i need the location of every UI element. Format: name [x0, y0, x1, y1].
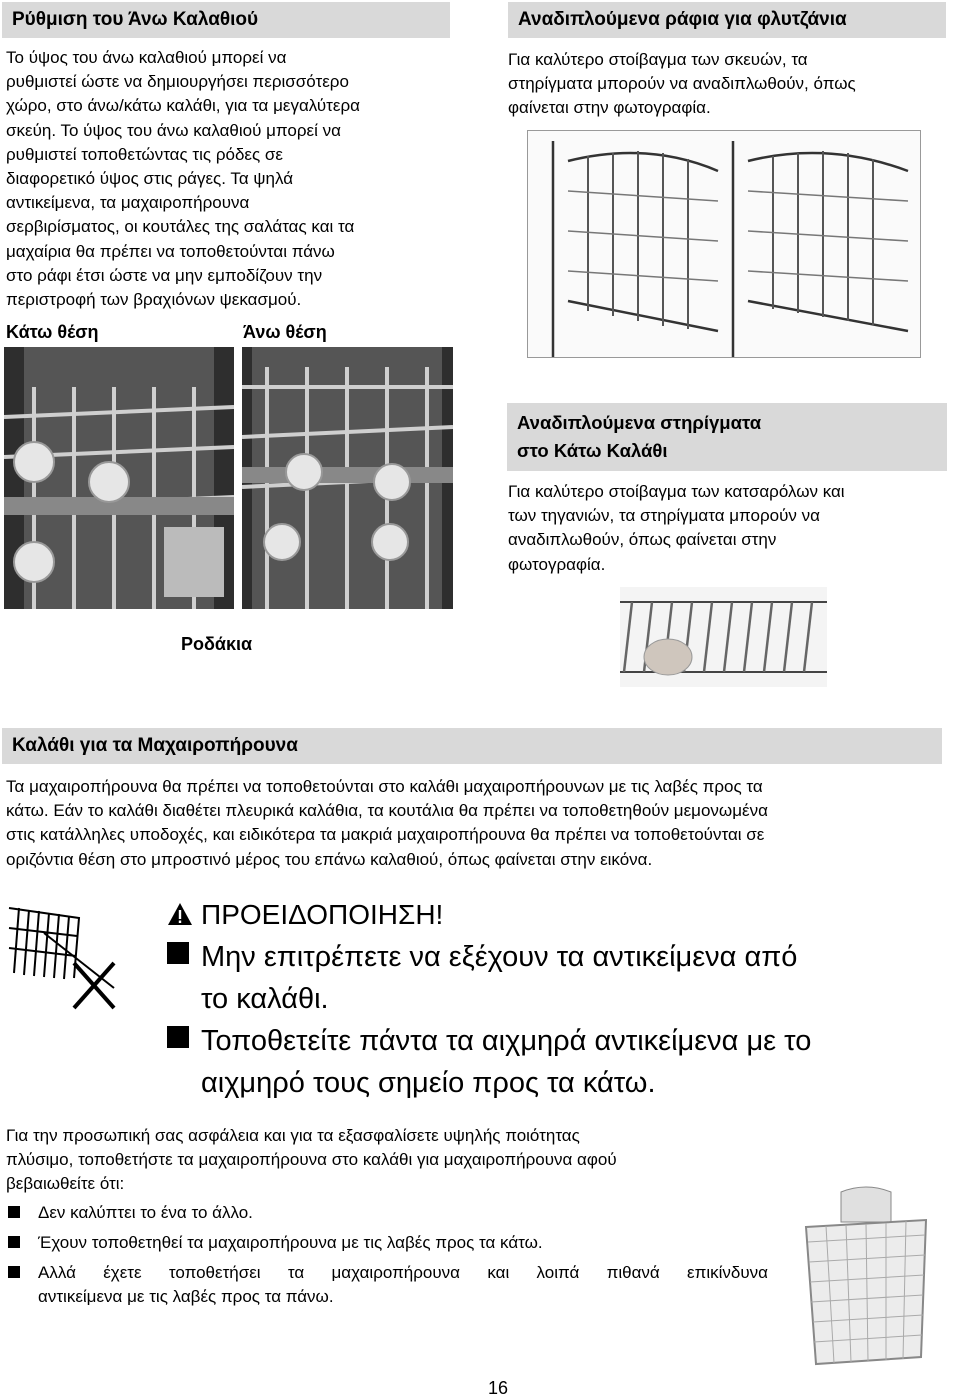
- bullet-text-block: [38, 1261, 768, 1309]
- text-line: ρυθμιστεί τοποθετώντας τις ρόδες σε: [6, 144, 283, 164]
- text-line: μαχαίρια θα πρέπει να τοποθετούνται πάνω: [6, 241, 335, 261]
- text-line: φαίνεται στην φωτογραφία.: [508, 98, 711, 118]
- warning-text: Τοποθετείτε πάντα τα αιχμηρά αντικείμενα με το: [201, 1025, 812, 1057]
- bullet-text: αντικείμενα με τις λαβές προς τα πάνω.: [38, 1287, 334, 1306]
- label-low-position: Κάτω θέση: [6, 322, 99, 342]
- text-line: διαφορετικό ύψος στις ράγες. Τα ψηλά: [6, 169, 294, 189]
- warning-triangle-icon: [167, 896, 193, 920]
- bullet-square-icon: [167, 1026, 189, 1048]
- text-line: Για καλύτερο στοίβαγμα των σκευών, τα: [508, 50, 808, 69]
- text-line: βεβαιωθείτε ότι:: [6, 1174, 125, 1193]
- bullet-square-icon: [167, 942, 189, 964]
- section-title-line1: Αναδιπλούμενα στηρίγματα: [517, 412, 762, 433]
- text-line: στις κατάλληλες υποδοχές, και ειδικότερα τα μακριά μαχαιροπήρουνα θα πρέπει να τοποθετούνται σε: [6, 825, 765, 845]
- cutlery-paragraph: [6, 775, 944, 872]
- label-high-position: Άνω θέση: [243, 322, 327, 342]
- warning-text: αιχμηρό τους σημείο προς τα κάτω.: [201, 1067, 656, 1099]
- bullet-square-icon: [8, 1206, 20, 1218]
- page-number: 16: [488, 1378, 509, 1398]
- text-line: Τα μαχαιροπήρουνα θα πρέπει να τοποθετούνται στο καλάθι μαχαιροπήρουνων με τις λαβές προς τα: [6, 777, 763, 796]
- section-header-cutlery-basket: [2, 728, 942, 764]
- text-line: σερβιρίσματος, οι κουτάλες της σαλάτας και τα: [6, 217, 355, 237]
- bullet-text: Αλλά έχετε τοποθετήσει τα μαχαιροπήρουνα και λοιπά πιθανά επικίνδυνα: [38, 1263, 768, 1282]
- bullet-text: Δεν καλύπτει το ένα το άλλο.: [38, 1203, 253, 1222]
- section-header-cup-racks: [508, 2, 946, 38]
- text-line: αναδιπλωθούν, όπως φαίνεται στην: [508, 530, 777, 550]
- folding-supports-illustration: [620, 587, 827, 687]
- cup-racks-paragraph: [508, 48, 942, 121]
- warning-title-row: [167, 894, 443, 936]
- photo-folding-supports: [620, 587, 827, 687]
- safety-intro-paragraph: [6, 1124, 766, 1196]
- warning-item-1: [167, 936, 797, 1020]
- cutlery-basket-illustration: [796, 1182, 936, 1367]
- upper-basket-paragraph: [6, 46, 440, 312]
- text-line: φωτογραφία.: [508, 554, 606, 574]
- section-title: Καλάθι για τα Μαχαιροπήρουνα: [12, 735, 298, 756]
- caption-wheels: Ροδάκια: [181, 634, 253, 654]
- text-line: πλύσιμο, τοποθετήστε τα μαχαιροπήρουνα στο καλάθι για μαχαιροπήρουνα αφού: [6, 1150, 617, 1169]
- safety-bullet-1: [8, 1201, 768, 1225]
- text-line: περιστροφή των βραχιόνων ψεκασμού.: [6, 290, 302, 310]
- safety-bullet-3: [8, 1261, 768, 1311]
- text-line: Το ύψος του άνω καλαθιού μπορεί να: [6, 48, 287, 67]
- section-title: Αναδιπλούμενα ράφια για φλυτζάνια: [518, 9, 847, 30]
- photo-basket-low-position: [4, 347, 234, 609]
- warning-item-2: [167, 1020, 811, 1104]
- lower-basket-supports-paragraph: [508, 480, 942, 577]
- cup-racks-illustration: [528, 131, 920, 357]
- basket-high-illustration: [242, 347, 453, 609]
- incorrect-cutlery-illustration: [4, 898, 140, 1018]
- section-title-line2: στο Κάτω Καλάθι: [517, 440, 668, 461]
- text-line: Για καλύτερο στοίβαγμα των κατσαρόλων και: [508, 482, 845, 501]
- basket-low-illustration: [4, 347, 234, 609]
- text-line: οριζόντια θέση στο μπροστινό μέρος του επάνω καλαθιού, όπως φαίνεται στην εικόνα.: [6, 849, 653, 869]
- text-line: αντικείμενα, τα μαχαιροπήρουνα: [6, 193, 250, 213]
- text-line: κάτω. Εάν το καλάθι διαθέτει πλευρικά καλάθια, τα κουτάλια θα πρέπει να τοποθετηθούν μεμονωμένα: [6, 801, 768, 821]
- text-line: χώρο, στο άνω/κάτω καλάθι, για τα μεγαλύτερα: [6, 96, 360, 116]
- photo-cutlery-basket: [796, 1182, 936, 1367]
- warning-text: Μην επιτρέπετε να εξέχουν τα αντικείμενα από: [201, 941, 798, 973]
- illustration-incorrect-cutlery: [4, 898, 140, 1018]
- section-header-upper-basket: [2, 2, 450, 38]
- photo-basket-high-position: [242, 347, 453, 609]
- safety-bullet-2: [8, 1231, 768, 1255]
- text-line: των τηγανιών, τα στηρίγματα μπορούν να: [508, 506, 820, 526]
- text-line: στηρίγματα μπορούν να αναδιπλωθούν, όπως: [508, 74, 856, 94]
- section-header-lower-basket-supports: [507, 403, 947, 471]
- text-line: στο ράφι έτσι ώστε να μην εμποδίζουν την: [6, 265, 323, 285]
- text-line: ρυθμιστεί ώστε να δημιουργήσει περισσότερο: [6, 72, 349, 92]
- warning-title: ΠΡΟΕΙΔΟΠΟΙΗΣΗ!: [201, 899, 444, 930]
- photo-cup-racks: [527, 130, 921, 358]
- bullet-square-icon: [8, 1266, 20, 1278]
- text-line: σκεύη. Το ύψος του άνω καλαθιού μπορεί να: [6, 120, 341, 140]
- warning-text: το καλάθι.: [201, 983, 329, 1015]
- section-title: Ρύθμιση του Άνω Καλαθιού: [12, 9, 259, 30]
- text-line: Για την προσωπική σας ασφάλεια και για τα εξασφαλίσετε υψηλής ποιότητας: [6, 1126, 580, 1145]
- bullet-text: Έχουν τοποθετηθεί τα μαχαιροπήρουνα με τις λαβές προς τα κάτω.: [38, 1233, 543, 1252]
- bullet-square-icon: [8, 1236, 20, 1248]
